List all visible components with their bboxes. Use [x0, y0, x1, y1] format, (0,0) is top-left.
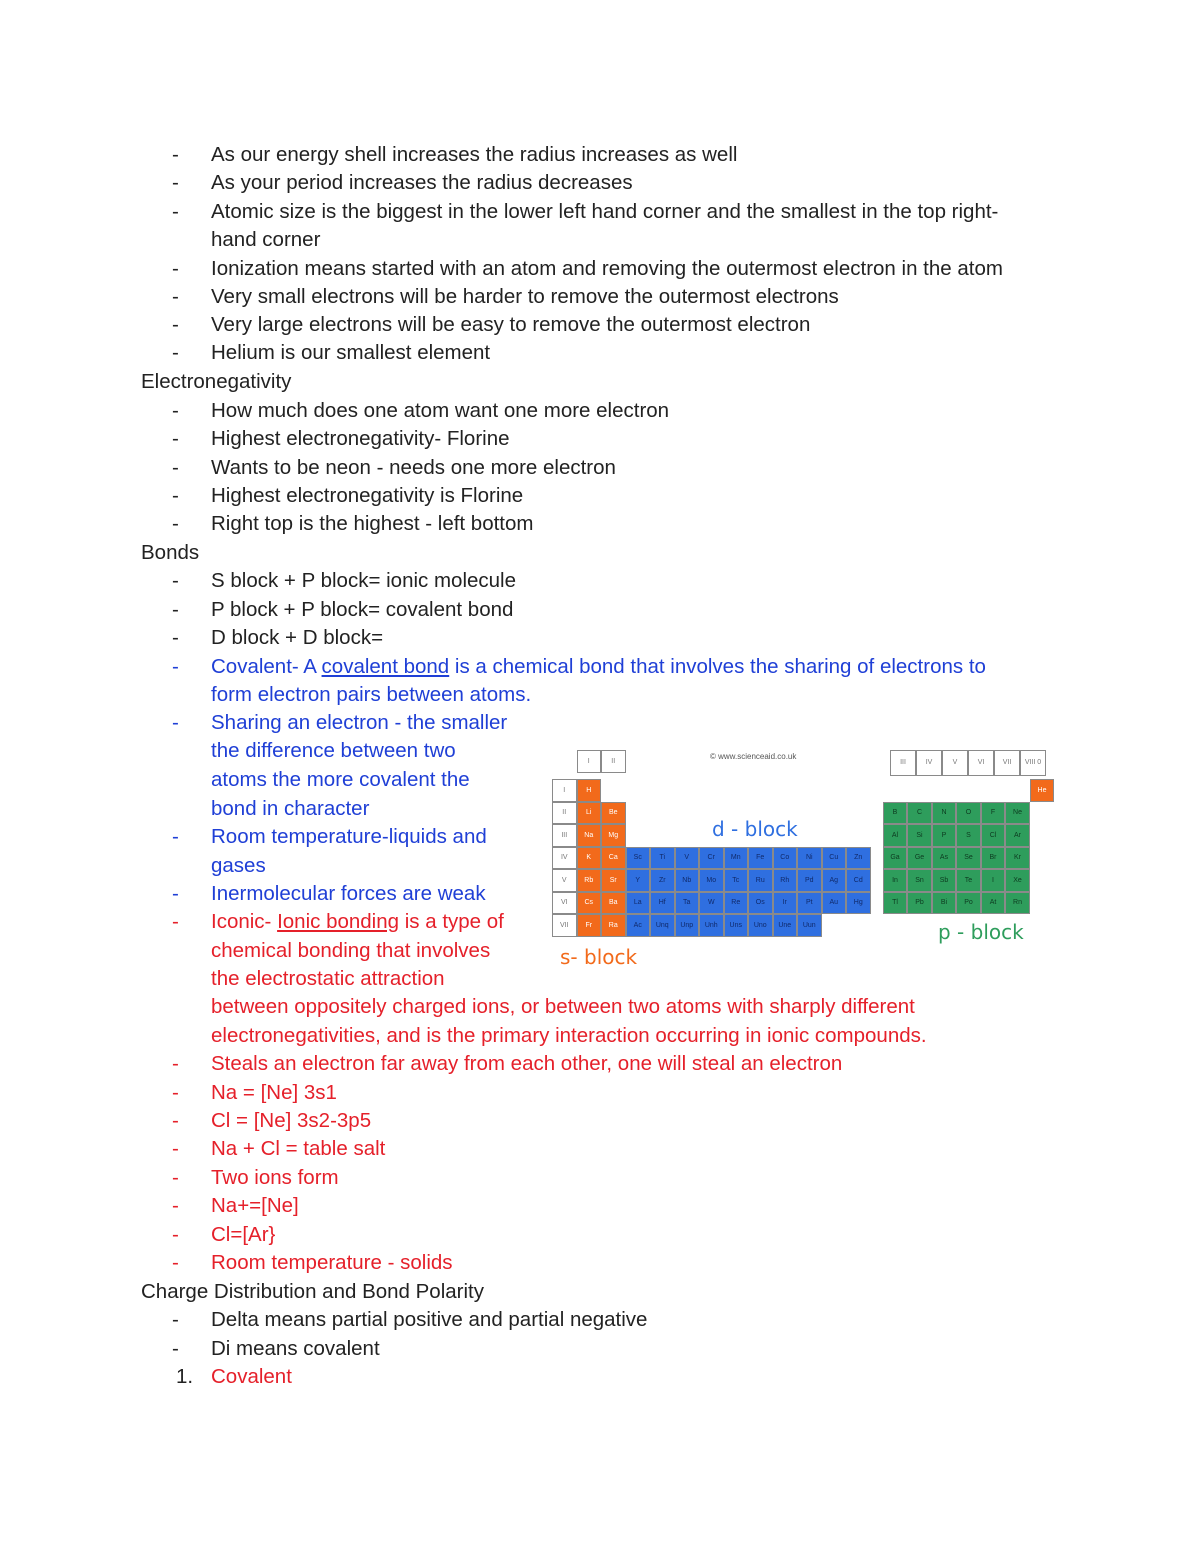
bullet-dash: - — [172, 655, 179, 678]
period-label: V — [552, 869, 577, 892]
section-heading-bonds: Bonds — [141, 541, 200, 564]
note-line: Covalent — [211, 1365, 292, 1388]
element-cell: W — [699, 892, 724, 915]
element-cell: Mg — [601, 824, 626, 847]
element-cell: Al — [883, 824, 908, 847]
note-line: Highest electronegativity is Florine — [211, 484, 524, 507]
bullet-dash: - — [172, 143, 179, 166]
note-line: Highest electronegativity- Florine — [211, 427, 510, 450]
element-cell: B — [883, 802, 908, 825]
element-cell: Ra — [601, 914, 626, 937]
periodic-table-figure — [552, 746, 1050, 971]
note-line: S block + P block= ionic molecule — [211, 569, 517, 592]
note-line: Na + Cl = table salt — [211, 1137, 386, 1160]
element-cell: Se — [956, 847, 981, 870]
element-cell: Nb — [675, 869, 700, 892]
note-line: As your period increases the radius decreases — [211, 171, 633, 194]
element-cell: C — [907, 802, 932, 825]
bullet-dash: - — [172, 1052, 179, 1075]
note-line: the electrostatic attraction — [211, 967, 445, 990]
text-span: Iconic- — [211, 910, 278, 933]
element-cell: Ir — [773, 892, 798, 915]
element-cell: Sb — [932, 869, 957, 892]
bullet-dash: - — [172, 1166, 179, 1189]
element-cell: Ga — [883, 847, 908, 870]
bullet-dash: - — [172, 171, 179, 194]
note-line: Cl = [Ne] 3s2-3p5 — [211, 1109, 372, 1132]
group-header: IV — [916, 750, 942, 776]
note-line: the difference between two — [211, 739, 456, 762]
note-line: gases — [211, 854, 266, 877]
note-line: Right top is the highest - left bottom — [211, 512, 534, 535]
group-header: III — [890, 750, 916, 776]
note-line: Room temperature-liquids and — [211, 825, 487, 848]
bullet-dash: - — [172, 598, 179, 621]
element-cell: Bi — [932, 892, 957, 915]
bullet-dash: - — [172, 711, 179, 734]
element-cell: Cr — [699, 847, 724, 870]
period-label: II — [552, 802, 577, 825]
element-cell: K — [577, 847, 602, 870]
element-cell: Ni — [797, 847, 822, 870]
note-line: Di means covalent — [211, 1337, 380, 1360]
element-cell: Unh — [699, 914, 724, 937]
note-line: Two ions form — [211, 1166, 339, 1189]
element-cell: Sr — [601, 869, 626, 892]
bullet-dash: - — [172, 882, 179, 905]
period-label: VII — [552, 914, 577, 937]
ionic-definition — [211, 908, 504, 936]
element-cell: In — [883, 869, 908, 892]
element-cell: Te — [956, 869, 981, 892]
note-line: form electron pairs between atoms. — [211, 683, 532, 706]
note-line: Ionization means started with an atom and removing the outermost electron in the atom — [211, 257, 1003, 280]
note-line: Wants to be neon - needs one more electron — [211, 456, 616, 479]
element-cell: Re — [724, 892, 749, 915]
group-header: VI — [968, 750, 994, 776]
group-header: II — [601, 750, 626, 773]
p-block-label: p - block — [938, 920, 1024, 944]
element-cell: Au — [822, 892, 847, 915]
element-cell: Unq — [650, 914, 675, 937]
group-header: I — [577, 750, 602, 773]
bullet-dash: - — [172, 825, 179, 848]
element-cell: Fr — [577, 914, 602, 937]
note-line: D block + D block= — [211, 626, 384, 649]
element-cell: Uns — [724, 914, 749, 937]
element-cell: Pt — [797, 892, 822, 915]
element-cell: I — [981, 869, 1006, 892]
figure-credit: © www.scienceaid.co.uk — [710, 752, 797, 761]
element-cell: Ca — [601, 847, 626, 870]
note-line: electronegativities, and is the primary interaction occurring in ionic compounds. — [211, 1024, 927, 1047]
section-heading-charge-distribution: Charge Distribution and Bond Polarity — [141, 1280, 484, 1303]
bullet-dash: - — [172, 341, 179, 364]
note-line: between oppositely charged ions, or between two atoms with sharply different — [211, 995, 915, 1018]
covalent-definition — [211, 653, 986, 681]
element-cell: Y — [626, 869, 651, 892]
group-header: VII — [994, 750, 1020, 776]
note-line: As our energy shell increases the radius increases as well — [211, 143, 738, 166]
period-label: IV — [552, 847, 577, 870]
element-cell: V — [675, 847, 700, 870]
bullet-dash: - — [172, 569, 179, 592]
element-cell: Uun — [797, 914, 822, 937]
note-line: Na = [Ne] 3s1 — [211, 1081, 337, 1104]
element-cell: Tl — [883, 892, 908, 915]
element-cell: Sc — [626, 847, 651, 870]
bullet-dash: - — [172, 626, 179, 649]
bullet-dash: - — [172, 1194, 179, 1217]
bullet-dash: - — [172, 257, 179, 280]
element-cell: Ru — [748, 869, 773, 892]
element-cell: Si — [907, 824, 932, 847]
element-cell: Cl — [981, 824, 1006, 847]
element-cell: Xe — [1005, 869, 1030, 892]
note-line: Atomic size is the biggest in the lower left hand corner and the smallest in the top right- — [211, 200, 999, 223]
element-cell: H — [577, 779, 602, 802]
element-cell: Os — [748, 892, 773, 915]
note-line: How much does one atom want one more electron — [211, 399, 670, 422]
note-line: Inermolecular forces are weak — [211, 882, 486, 905]
element-cell: O — [956, 802, 981, 825]
element-cell: Pd — [797, 869, 822, 892]
element-cell: Na — [577, 824, 602, 847]
note-line: Very small electrons will be harder to remove the outermost electrons — [211, 285, 839, 308]
s-block-label: s- block — [560, 945, 638, 969]
element-cell: Mo — [699, 869, 724, 892]
element-cell: Kr — [1005, 847, 1030, 870]
element-cell: Unp — [675, 914, 700, 937]
element-cell: Ba — [601, 892, 626, 915]
period-label: VI — [552, 892, 577, 915]
element-cell: P — [932, 824, 957, 847]
note-line: atoms the more covalent the — [211, 768, 470, 791]
bullet-dash: - — [172, 1223, 179, 1246]
note-line: Na+=[Ne] — [211, 1194, 299, 1217]
bullet-dash: - — [172, 1137, 179, 1160]
bullet-dash: - — [172, 399, 179, 422]
note-line: P block + P block= covalent bond — [211, 598, 514, 621]
element-cell: Ge — [907, 847, 932, 870]
element-cell: Rb — [577, 869, 602, 892]
element-cell: Cd — [846, 869, 871, 892]
text-span: is a chemical bond that involves the sharing of electrons to — [449, 655, 986, 678]
element-cell: Ar — [1005, 824, 1030, 847]
element-cell: N — [932, 802, 957, 825]
bullet-dash: - — [172, 1251, 179, 1274]
bullet-dash: - — [172, 484, 179, 507]
element-cell: Be — [601, 802, 626, 825]
element-cell: Rn — [1005, 892, 1030, 915]
element-cell: Ac — [626, 914, 651, 937]
element-cell: He — [1030, 779, 1055, 802]
element-cell: Co — [773, 847, 798, 870]
note-line: Very large electrons will be easy to remove the outermost electron — [211, 313, 811, 336]
note-line: bond in character — [211, 797, 370, 820]
text-span: is a type of — [399, 910, 504, 933]
bullet-dash: - — [172, 1337, 179, 1360]
note-line: Sharing an electron - the smaller — [211, 711, 508, 734]
element-cell: Sn — [907, 869, 932, 892]
element-cell: Mn — [724, 847, 749, 870]
element-cell: S — [956, 824, 981, 847]
element-cell: Zn — [846, 847, 871, 870]
bullet-dash: - — [172, 456, 179, 479]
note-line: chemical bonding that involves — [211, 939, 491, 962]
element-cell: Hg — [846, 892, 871, 915]
ionic-bonding-link[interactable]: Ionic bonding — [277, 910, 400, 933]
note-line: Room temperature - solids — [211, 1251, 453, 1274]
text-span: Covalent- A — [211, 655, 322, 678]
element-cell: Li — [577, 802, 602, 825]
element-cell: At — [981, 892, 1006, 915]
bullet-dash: - — [172, 512, 179, 535]
bullet-dash: - — [172, 285, 179, 308]
element-cell: F — [981, 802, 1006, 825]
period-label: I — [552, 779, 577, 802]
element-cell: Une — [773, 914, 798, 937]
bullet-dash: - — [172, 200, 179, 223]
element-cell: As — [932, 847, 957, 870]
bullet-dash: - — [172, 427, 179, 450]
element-cell: Po — [956, 892, 981, 915]
note-line: Delta means partial positive and partial negative — [211, 1308, 648, 1331]
note-line: Steals an electron far away from each other, one will steal an electron — [211, 1052, 843, 1075]
bullet-dash: - — [172, 313, 179, 336]
bullet-dash: - — [172, 1109, 179, 1132]
element-cell: Br — [981, 847, 1006, 870]
element-cell: Cs — [577, 892, 602, 915]
list-number: 1. — [176, 1365, 194, 1388]
bullet-dash: - — [172, 1308, 179, 1331]
element-cell: Hf — [650, 892, 675, 915]
covalent-bond-link[interactable]: covalent bond — [321, 655, 450, 678]
element-cell: Tc — [724, 869, 749, 892]
element-cell: Fe — [748, 847, 773, 870]
group-header: V — [942, 750, 968, 776]
element-cell: Ag — [822, 869, 847, 892]
element-cell: Ti — [650, 847, 675, 870]
element-cell: Uno — [748, 914, 773, 937]
bullet-dash: - — [172, 910, 179, 933]
element-cell: Pb — [907, 892, 932, 915]
d-block-label: d - block — [712, 817, 798, 841]
period-label: III — [552, 824, 577, 847]
note-line: hand corner — [211, 228, 321, 251]
group-header: VIII 0 — [1020, 750, 1046, 776]
bullet-dash: - — [172, 1081, 179, 1104]
element-cell: Zr — [650, 869, 675, 892]
element-cell: Cu — [822, 847, 847, 870]
element-cell: Ne — [1005, 802, 1030, 825]
element-cell: Ta — [675, 892, 700, 915]
note-line: Cl=[Ar} — [211, 1223, 276, 1246]
element-cell: La — [626, 892, 651, 915]
element-cell: Rh — [773, 869, 798, 892]
note-line: Helium is our smallest element — [211, 341, 491, 364]
section-heading-electronegativity: Electronegativity — [141, 370, 292, 393]
